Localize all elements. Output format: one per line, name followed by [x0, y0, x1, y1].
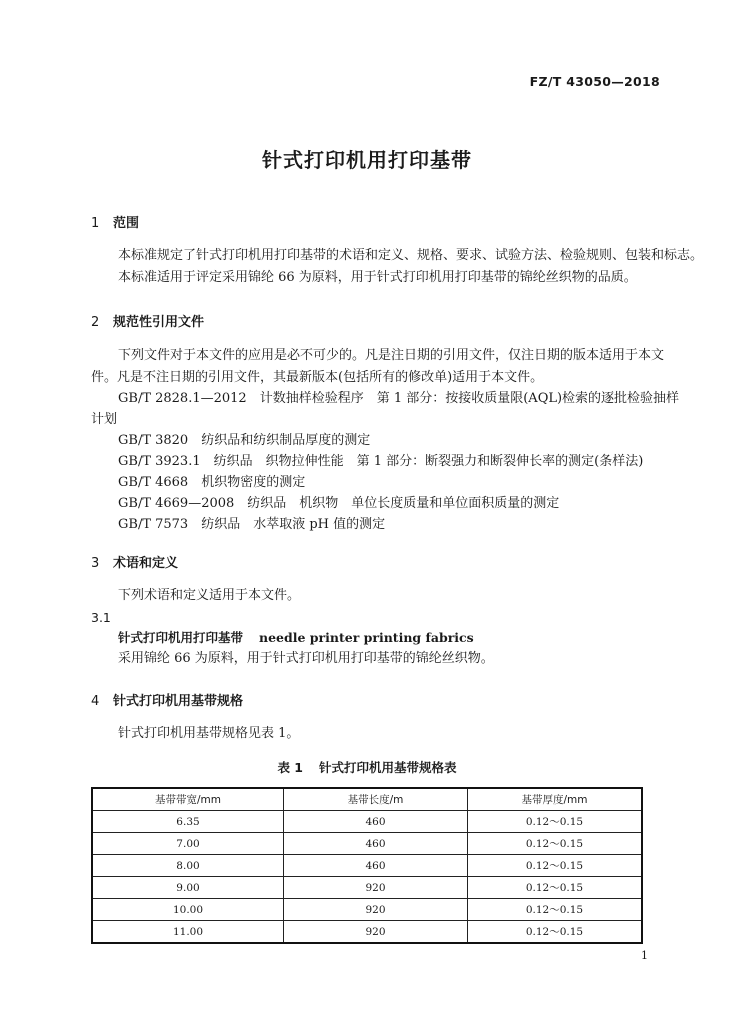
cell-thickness: 0.12～0.15: [468, 899, 643, 921]
cell-length: 460: [284, 833, 468, 855]
header-length: 基带长度/m: [284, 788, 468, 811]
table-header-row: [92, 788, 642, 811]
cell-width: 7.00: [92, 833, 284, 855]
cell-width: 10.00: [92, 899, 284, 921]
cell-width: 9.00: [92, 877, 284, 899]
cell-length: 460: [284, 811, 468, 833]
header-thickness: 基带厚度/mm: [468, 788, 643, 811]
table-title: 针式打印机用基带规格表: [319, 760, 457, 775]
page-title: 针式打印机用打印基带: [262, 148, 472, 172]
references-paragraph-line-2: 件。凡是不注日期的引用文件，其最新版本(包括所有的修改单)适用于本文件。: [91, 370, 544, 385]
spec-table: [91, 787, 643, 944]
term-entry: [118, 630, 474, 646]
section-title: 规范性引用文件: [113, 315, 205, 330]
terms-intro: 下列术语和定义适用于本文件。: [118, 588, 301, 603]
cell-length: 460: [284, 855, 468, 877]
table-row: [92, 921, 642, 944]
table-caption: [0, 758, 734, 776]
section-1-heading: [91, 212, 139, 231]
header-width: 基带带宽/mm: [92, 788, 284, 811]
cell-width: 11.00: [92, 921, 284, 944]
section-title: 术语和定义: [113, 556, 179, 571]
section-number: 2: [91, 315, 100, 330]
cell-thickness: 0.12～0.15: [468, 833, 643, 855]
cell-width: 6.35: [92, 811, 284, 833]
section-3-heading: [91, 552, 178, 571]
scope-paragraph-1: 本标准规定了针式打印机用打印基带的术语和定义、规格、要求、试验方法、检验规则、包装和标志。: [118, 248, 704, 263]
reference-gb-t-2828-1: GB/T 2828.1—2012 计数抽样检验程序 第 1 部分：按接收质量限(AQL)检索的逐批检验抽样: [118, 391, 680, 406]
specs-paragraph: 针式打印机用基带规格见表 1。: [118, 726, 300, 741]
reference-gb-t-3820: GB/T 3820 纺织品和纺织制品厚度的测定: [118, 433, 371, 448]
reference-gb-t-2828-1-continued: 计划: [91, 412, 118, 427]
cell-length: 920: [284, 921, 468, 944]
reference-gb-t-4668: GB/T 4668 机织物密度的测定: [118, 475, 306, 490]
table-row: [92, 877, 642, 899]
term-english: needle printer printing fabrics: [259, 630, 474, 645]
subsection-number: 3.1: [91, 610, 111, 625]
page-number: 1: [641, 949, 648, 962]
section-title: 针式打印机用基带规格: [113, 694, 244, 709]
table-row: [92, 855, 642, 877]
cell-width: 8.00: [92, 855, 284, 877]
term-definition: 采用锦纶 66 为原料，用于针式打印机用打印基带的锦纶丝织物。: [118, 651, 494, 666]
table-row: [92, 811, 642, 833]
cell-thickness: 0.12～0.15: [468, 811, 643, 833]
reference-gb-t-4669: GB/T 4669—2008 纺织品 机织物 单位长度质量和单位面积质量的测定: [118, 496, 560, 511]
standard-code: FZ/T 43050—2018: [529, 74, 660, 89]
scope-paragraph-2: 本标准适用于评定采用锦纶 66 为原料，用于针式打印机用打印基带的锦纶丝织物的品质。: [118, 270, 637, 285]
term-chinese: 针式打印机用打印基带: [118, 630, 244, 645]
references-paragraph-line-1: 下列文件对于本文件的应用是必不可少的。凡是注日期的引用文件，仅注日期的版本适用于本文: [118, 348, 665, 363]
reference-gb-t-3923-1: GB/T 3923.1 纺织品 织物拉伸性能 第 1 部分：断裂强力和断裂伸长率的测定(条样法): [118, 454, 644, 469]
table-number: 表 1: [277, 760, 304, 775]
section-number: 1: [91, 216, 100, 231]
table-row: [92, 899, 642, 921]
table-row: [92, 833, 642, 855]
section-title: 范围: [113, 216, 140, 231]
cell-thickness: 0.12～0.15: [468, 855, 643, 877]
cell-length: 920: [284, 877, 468, 899]
cell-length: 920: [284, 899, 468, 921]
reference-gb-t-7573: GB/T 7573 纺织品 水萃取液 pH 值的测定: [118, 517, 386, 532]
section-number: 3: [91, 556, 100, 571]
cell-thickness: 0.12～0.15: [468, 877, 643, 899]
section-4-heading: [91, 690, 243, 709]
section-2-heading: [91, 311, 204, 330]
section-number: 4: [91, 694, 100, 709]
cell-thickness: 0.12～0.15: [468, 921, 643, 944]
